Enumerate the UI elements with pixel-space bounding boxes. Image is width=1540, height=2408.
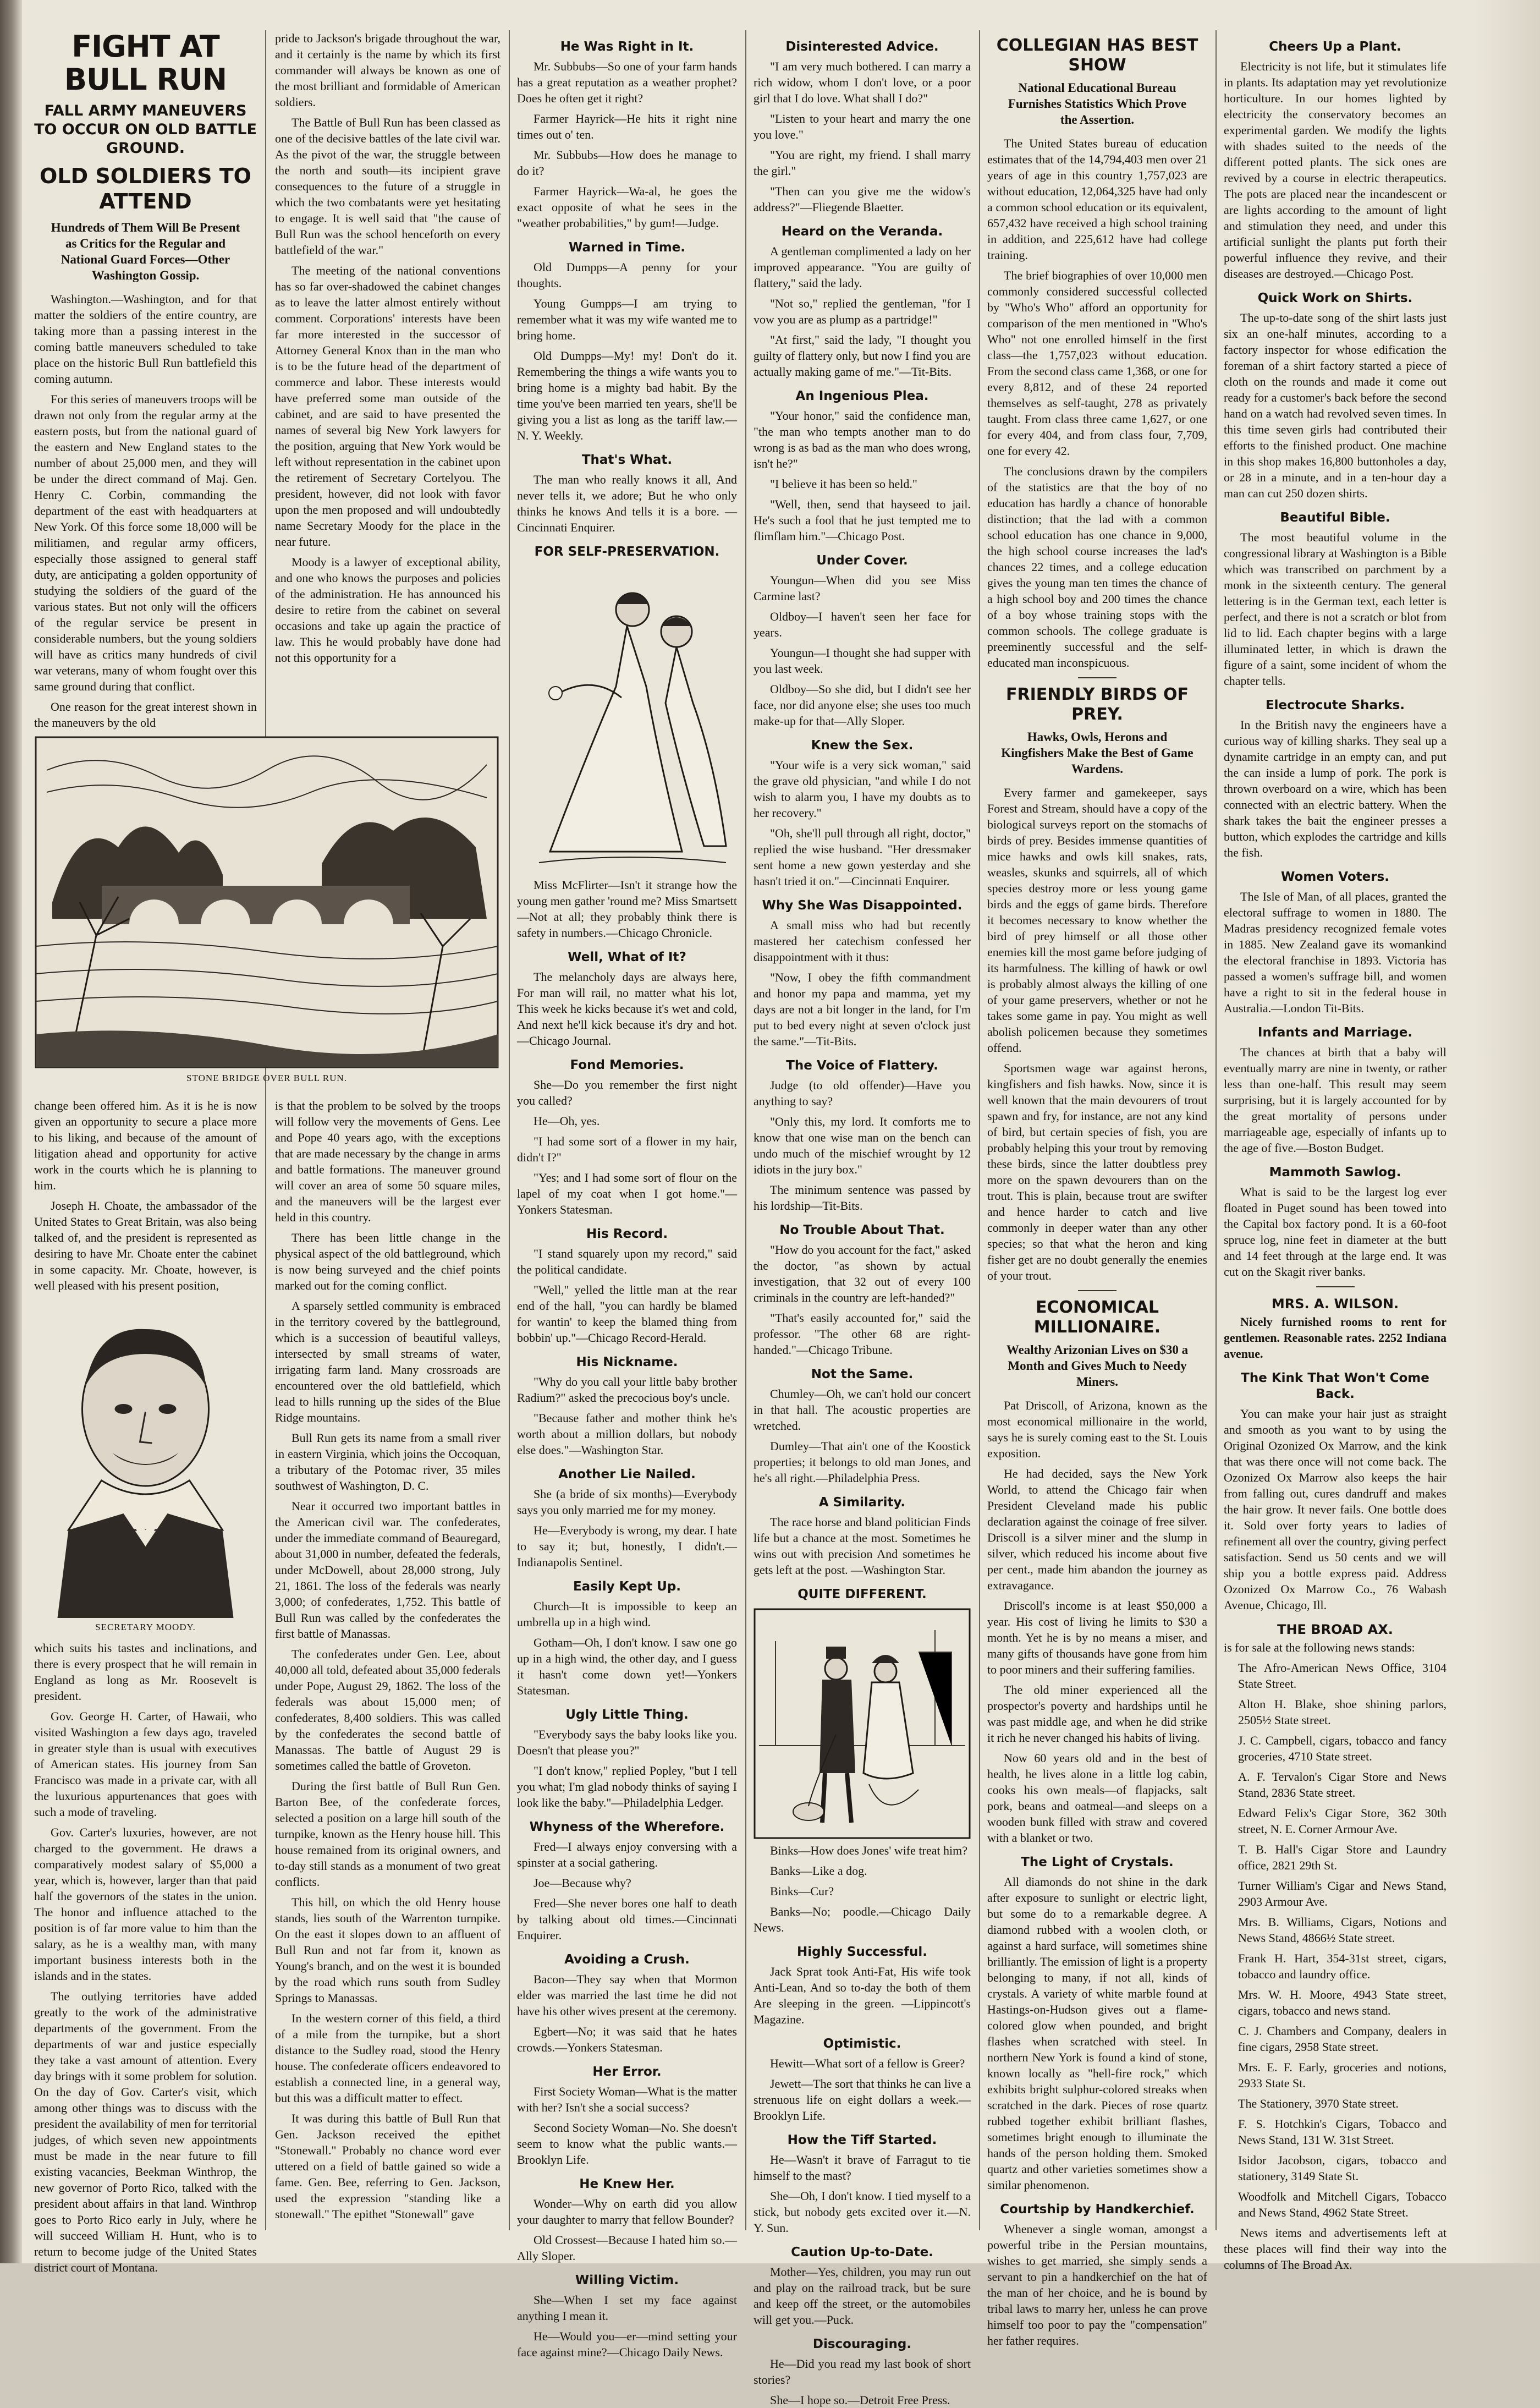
item-text: "How do you account for the fact," asked the doctor, "as shown by actual investigation, that 32 out of every 100 criminals in the country are left-handed?" (754, 1243, 971, 1304)
item-heading: Women Voters. (1280, 870, 1389, 884)
item-text: Church—It is impossible to keep an umbrella up in a high wind. (517, 1599, 737, 1629)
page-edge-shadow (1474, 0, 1540, 2263)
item-heading: That's What. (581, 453, 673, 467)
separator (1078, 1290, 1116, 1291)
item-heading: His Nickname. (576, 1355, 678, 1369)
article-paragraph: pride to Jackson's brigade throughout the war, and it certainly is the name by which its first commander will always be known as one of the most brilliant and formidable of American soldiers. (275, 31, 501, 109)
cartoon-title: FOR SELF-PRESERVATION. (534, 545, 720, 559)
item-heading: He Was Right in It. (560, 40, 694, 54)
article-paragraph: Pat Driscoll, of Arizona, known as the most economical millionaire in the world, says he is surely coming east to the St. Louis exposition. (987, 1398, 1207, 1460)
item-text: She—Do you remember the first night you called? (517, 1078, 737, 1107)
item-text: "Well, then, send that hayseed to jail. He's such a fool that he just tempted me to flimflam him."—Chicago Post. (754, 497, 971, 543)
item-text: "Your honor," said the confidence man, "the man who tempts another man to do wrong is as bad as the man who does wrong, isn't he?" (754, 409, 971, 470)
ad-text: News items and advertisements left at these places will find their way into the columns of The Broad Ax. (1224, 2226, 1447, 2272)
item-text: "At first," said the lady, "I thought you guilty of flattery only, but now I find you are actually making game of me."—Tit-Bits. (754, 333, 971, 379)
article-paragraph: Sportsmen wage war against herons, kingfishers and fish hawks. Now, since it is well known that the main devourers of trout spawn and fry, for instance, are not any kind of bird, but certain species of fish, you are probably helping this your trout by removing these birds, since the latter doubtless prey more on the spawn devourers than on the trout. This is plain, because trout are swifter and hence harder to catch and live commonly in deeper water than any other species; so that what the heron and king fisher get are no doubt generally the enemies of your trout. (987, 1061, 1207, 1282)
item-text: Fred—I always enjoy conversing with a spinster at a social gathering. (517, 1840, 737, 1869)
item-heading: He Knew Her. (579, 2177, 675, 2191)
item-heading: Optimistic. (823, 2037, 901, 2051)
item-text: He—Oh, yes. (534, 1114, 600, 1128)
ad-text: Nicely furnished rooms to rent for gentlemen. Reasonable rates. 2252 Indiana avenue. (1224, 1315, 1447, 1361)
article-paragraph: For this series of maneuvers troops will be drawn not only from the regular army at the eastern posts, but from the national guard of the eastern and New England states to the number of about 25,000 men, and they will be under the direct command of Maj. Gen. Henry C. Corbin, commanding the department of the east with headquarters at New York. Of this force some 18,000 will be militiamen, and regular army officers, especially those assigned to general staff duty, are anticipating a golden opportunity of studying the soldiers of the guard of the various states. But not only will the officers of the regular service be present in considerable numbers, but the young soldiers will have as critics many hundreds of civil war veterans, many of whom fought over this same ground during that conflict. (34, 392, 257, 693)
item-text: Mother—Yes, children, you may run out and play on the railroad track, but be sure and keep off the street, or the automobiles will get you.—Puck. (754, 2265, 971, 2327)
item-text: "Your wife is a very sick woman," said the grave old physician, "and while I do not wish to alarm you, I have my doubts as to her recovery." (754, 758, 971, 820)
item-text: She—When I set my face against anything I mean it. (517, 2293, 737, 2323)
cartoon-figure (517, 566, 737, 874)
item-heading: How the Tiff Started. (787, 2133, 937, 2147)
item-text: "Listen to your heart and marry the one you love." (754, 112, 971, 141)
column-3 (517, 30, 737, 2359)
news-stand-item: Mrs. W. H. Moore, 4943 State street, cigars, tobacco and news stand. (1238, 1988, 1447, 2017)
figure-caption: STONE BRIDGE OVER BULL RUN. (186, 1073, 347, 1083)
cartoon-title: QUITE DIFFERENT. (798, 1587, 927, 1601)
item-heading: Warned in Time. (569, 240, 685, 255)
verse: The race horse and bland politician Finds life but a chance at the most. Sometimes he wins out with precision And sometimes he gets left at the post. —Washington Star. (754, 1515, 971, 1577)
item-text: The minimum sentence was passed by his lordship—Tit-Bits. (754, 1183, 971, 1213)
headline-subdeck: Hundreds of Them Will Be Present as Critics for the Regular and National Guard Forces—Other Washington Gossip. (51, 221, 240, 282)
item-text: Joe—Because why? (534, 1876, 631, 1890)
item-heading: Why She Was Disappointed. (762, 898, 963, 913)
item-heading: Cheers Up a Plant. (1269, 40, 1401, 54)
article-paragraph: There has been little change in the physical aspect of the old battleground, which is now being surveyed and the chief points marked out for the coming conflict. (275, 1231, 501, 1292)
separator (1316, 1286, 1355, 1287)
article-paragraph: Near it occurred two important battles in the American civil war. The confederates, under the immediate command of Beauregard, about 31,000 in number, defeated the federals, under McDowell, about 28,000 strong, July 21, 1861. The loss of the federals was nearly 3,000; of confederates, 1,752. This battle of Bull Run was called by the confederates the first battle of Manassas. (275, 1499, 501, 1641)
article-subdeck: Hawks, Owls, Herons and Kingfishers Make the Best of Game Wardens. (1001, 730, 1194, 776)
news-stand-item: F. S. Hotchkin's Cigars, Tobacco and News Stand, 131 W. 31st Street. (1238, 2117, 1447, 2147)
item-text: Mr. Subbubs—How does he manage to do it? (517, 148, 737, 178)
item-text: Old Dumpps—A penny for your thoughts. (517, 260, 737, 290)
news-stand-item: The Afro-American News Office, 3104 State Street. (1238, 1661, 1447, 1691)
item-text: "Why do you call your little baby brother Radium?" asked the precocious boy's uncle. (517, 1375, 737, 1405)
news-stand-item: C. J. Chambers and Company, dealers in fine cigars, 2958 State street. (1238, 2024, 1447, 2054)
item-text: "I had some sort of a flower in my hair, didn't I?" (517, 1134, 737, 1164)
item-text: She (a bride of six months)—Everybody says you only married me for my money. (517, 1487, 737, 1517)
item-heading: Disinterested Advice. (785, 40, 939, 54)
article-paragraph: All diamonds do not shine in the dark after exposure to sunlight or electric light, but some do to a remarkable degree. A diamond rubbed with a woolen cloth, or against a hard surface, will sometimes shine brilliantly. The emission of light is a property belonging to many, if not all, kinds of crystals. A variety of white marble found at Hastings-on-Hudson gives out a flame-colored glow when pounded, and bright flashes when scratched with steel. In northern New York is found a kind of stone, known locally as "hell-fire rock," which exhibits bright sulphur-colored streaks when scratched in the dark. Pieces of rose quartz rubbed together exhibit brilliant flashes, sometimes bright enough to illuminate the hands of the person holding them. Smoked quartz and other varieties sometimes show a similar phenomenon. (987, 1875, 1207, 2192)
item-text: Fred—She never bores one half to death by talking about old times.—Cincinnati Enquirer. (517, 1896, 737, 1942)
item-text: A small miss who had but recently mastered her catechism confessed her disappointment with it thus: (754, 918, 971, 964)
item-heading: Not the Same. (811, 1367, 914, 1381)
news-stand-item: T. B. Hall's Cigar Store and Laundry office, 2821 29th St. (1238, 1842, 1447, 1872)
item-text: Chumley—Oh, we can't hold our concert in that hall. The acoustic properties are wretched. (754, 1387, 971, 1433)
item-text: "Well," yelled the little man at the rear end of the hall, "you can hardly be blamed for wantin' to keep the blamed thing from bobbin' up."—Chicago Record-Herald. (517, 1283, 737, 1345)
item-text: "Yes; and I had some sort of flour on the lapel of my coat when I got home."—Yonkers Statesman. (517, 1171, 737, 1216)
column-1-lower (34, 1098, 257, 2274)
item-heading: The Voice of Flattery. (786, 1058, 938, 1073)
item-text: She—I hope so.—Detroit Free Press. (770, 2393, 950, 2407)
article-paragraph: which suits his tastes and inclinations, and there is every prospect that he will remain in England as long as Mr. Roosevelt is president. (34, 1641, 257, 1703)
item-text: Dumley—That ain't one of the Koostick properties; it belongs to old man Jones, and he's all right.—Philadelphia Press. (754, 1439, 971, 1485)
stone-bridge-illustration (36, 737, 498, 1067)
item-heading: Heard on the Veranda. (781, 224, 943, 239)
item-text: Electricity is not life, but it stimulates life in plants. Its adaptation may yet revolutionize horticulture. In our homes lighted by electricity the conservatory becomes an experimental garden. We modify the lights with shades suited to the needs of the different potted plants. The sick ones are revived by a course in electric therapeutics. The pots are placed near the incandescent or are lights according to the amount of light and stimulation they need, and under this artificial sunlight the plants put forth their powerful influence they revive, and their diseases are destroyed.—Chicago Post. (1224, 59, 1447, 281)
article-paragraph: The brief biographies of over 10,000 men commonly considered successful collected by "Who's Who" afford an opportunity for comparison of the men mentioned in "Who's Who" not one enrolled himself in the first class—the 1,757,023 without education. From the second class came 1,368, or one for every 8,812, and of these 24 reported themselves as self-taught, 278 as privately taught. From class three came 1,627, or one for every 404, and from class four, 7,709, one for every 42. (987, 268, 1207, 458)
item-text: "Then can you give me the widow's address?"—Fliegende Blaetter. (754, 184, 971, 214)
item-text: "I am very much bothered. I can marry a rich widow, whom I don't love, or a poor girl that I do love. What shall I do?" (754, 59, 971, 105)
item-heading: Fond Memories. (570, 1058, 684, 1072)
item-heading: Another Lie Nailed. (558, 1467, 696, 1482)
article-paragraph: Bull Run gets its name from a small river in eastern Virginia, which joins the Occoquan, a tributary of the Potomac river, 35 miles southwest of Washington, D. C. (275, 1431, 501, 1493)
item-heading: Easily Kept Up. (573, 1579, 681, 1594)
article-paragraph: The outlying territories have added greatly to the work of the administrative departments of the government. From the departments of war and justice especially they take a vast amount of attention. Every day brings with it some problem for solution. On the day of Gov. Carter's visit, which among other things was to discuss with the president the availability of men for territorial judges, of which seven new appointments must be made in the near future to fill existing vacancies, Beekman Winthrop, the new governor of Porto Rico, talked with the president about affairs in that land. Winthrop goes to Porto Rico early in July, where he will succeed William H. Hunt, who is to return to become judge of the United States district court of Montana. (34, 1989, 257, 2274)
item-text: Binks—Cur? (770, 1884, 834, 1898)
item-text: Farmer Hayrick—Wa-al, he goes the exact opposite of what he sees in the "weather probabilities," by gum!—Judge. (517, 184, 737, 230)
news-stand-item: A. F. Tervalon's Cigar Store and News Stand, 2836 State street. (1238, 1770, 1447, 1800)
ad-heading: MRS. A. WILSON. (1271, 1296, 1399, 1312)
ad-text: You can make your hair just as straight and smooth as you want to by using the Original Ozonized Ox Marrow, and the kink that was there once will not come back. The Ozonized Ox Marrow also keeps the hair from falling out, cures dandruff and makes the hair grow. It never fails. One bottle does it. Sold over forty years to ladies of refinement all over the country, giving perfect satisfaction. Send us 50 cents and we will ship you a bottle express paid. Address Ozonized Ox Marrow Co., 76 Wabash Avenue, Chicago, Ill. (1224, 1407, 1447, 1612)
item-text: Hewitt—What sort of a fellow is Greer? (770, 2056, 965, 2070)
item-heading: Under Cover. (816, 553, 908, 568)
item-text: He—Did you read my last book of short stories? (754, 2357, 971, 2387)
item-text: "I don't know," replied Popley, "but I tell you what; I'm glad nobody thinks of saying I look like the baby."—Philadelphia Ledger. (517, 1764, 737, 1809)
item-text: Youngun—I thought she had supper with you last week. (754, 646, 971, 676)
verse: Jack Sprat took Anti-Fat, His wife took Anti-Lean, And so to-day the both of them Are sleeping in the green. —Lippincott's Magazine. (754, 1965, 971, 2026)
news-stand-item: Turner William's Cigar and News Stand, 2903 Armour Ave. (1238, 1879, 1447, 1908)
ad-text: is for sale at the following news stands: (1224, 1641, 1415, 1654)
item-text: He—Everybody is wrong, my dear. I hate to say it; but, honestly, I didn't.—Indianapolis Sentinel. (517, 1523, 737, 1569)
item-text: The chances at birth that a baby will eventually marry are nine in twenty, or rather less than one-half. This result may seem surprising, but it is largely accounted for by the great mortality of persons under marriageable age, especially of infants up to the age of five.—Boston Budget. (1224, 1045, 1447, 1155)
news-stand-item: Mrs. E. F. Early, groceries and notions, 2933 State St. (1238, 2060, 1447, 2090)
item-heading: Discouraging. (812, 2337, 912, 2351)
item-text: Wonder—Why on earth did you allow your daughter to marry that fellow Bounder? (517, 2197, 737, 2226)
item-text: Mr. Subbubs—So one of your farm hands has a great reputation as a weather prophet? Does he often get it right? (517, 59, 737, 105)
item-text: Farmer Hayrick—He hits it right nine times out o' ten. (517, 112, 737, 141)
item-text: Banks—No; poodle.—Chicago Daily News. (754, 1905, 971, 1934)
portrait-figure (34, 1299, 257, 1618)
article-headline: COLLEGIAN HAS BEST SHOW (996, 36, 1198, 75)
item-text: First Society Woman—What is the matter with her? Isn't she a social success? (517, 2085, 737, 2114)
item-text: Oldboy—So she did, but I didn't see her face, nor did anyone else; she uses too much make-up for that—Ally Sloper. (754, 682, 971, 728)
item-heading: A Similarity. (818, 1495, 906, 1510)
item-heading: No Trouble About That. (779, 1223, 945, 1237)
article-paragraph: The old miner experienced all the prospector's poverty and hardships until he was past middle age, and when he did strike it rich he never changed his habits of living. (987, 1683, 1207, 1745)
item-heading: Avoiding a Crush. (564, 1952, 690, 1967)
item-heading: Her Error. (592, 2065, 662, 2079)
article-paragraph: Gov. Carter's luxuries, however, are not charged to the government. He draws a comparatively modest salary of $5,000 a year, which is, however, larger than that paid half the governors of the states in the union. The honor and influence attached to the position is of far more value to him than the salary, as he is a wealthy man, with many important business interests both in the islands and in the states. (34, 1825, 257, 1983)
item-text: "Only this, my lord. It comforts me to know that one wise man on the bench can undo much of the mischief wrought by 12 idiots in the jury box." (754, 1115, 971, 1176)
column-4 (754, 30, 971, 2407)
item-text: Binks—How does Jones' wife treat him? (770, 1844, 967, 1857)
item-text: "You are right, my friend. I shall marry the girl." (754, 148, 971, 178)
cartoon-figure (754, 1608, 971, 1839)
item-text: "I stand squarely upon my record," said the political candidate. (517, 1247, 737, 1276)
item-heading: Mammoth Sawlog. (1269, 1165, 1401, 1180)
item-heading: Willing Victim. (575, 2273, 679, 2288)
news-stand-item: Frank H. Hart, 354-31st street, cigars, tobacco and laundry office. (1238, 1951, 1447, 1981)
column-5 (987, 30, 1207, 2347)
article-paragraph: The United States bureau of education estimates that of the 14,794,403 men over 21 years of age in this country 1,757,023 are without education, 12,064,325 have had only a common school education or its equivalent, 657,432 have received a high school training in addition, and 225,612 have had college training. (987, 136, 1207, 262)
item-text: Jewett—The sort that thinks he can live a strenuous life on eight dollars a week.—Brooklyn Life. (754, 2077, 971, 2122)
dog-walk-cartoon (754, 1608, 971, 1839)
binding-shadow (0, 0, 22, 2263)
item-text: "That's easily accounted for," said the professor. "The other 68 are right-handed."—Chicago Tribune. (754, 1311, 971, 1357)
item-text: She—Oh, I don't know. I tied myself to a stick, but nobody gets excited over it.—N. Y. Sun. (754, 2189, 971, 2235)
article-paragraph: is that the problem to be solved by the troops will follow very the movements of Gens. Lee and Pope 40 years ago, with the exceptions that are made necessary by the change in arms and battle formations. The maneuver ground will cover an area of some 50 square miles, and the maneuvers will be the largest ever held in this country. (275, 1099, 501, 1224)
figure-caption: SECRETARY MOODY. (95, 1622, 196, 1632)
item-heading: An Ingenious Plea. (795, 389, 929, 403)
article-paragraph: Gov. George H. Carter, of Hawaii, who visited Washington a few days ago, traveled in greater style than is usual with executives of American states. His journey from San Francisco was made in a private car, with all the luxurious appurtenances that goes with such a mode of traveling. (34, 1709, 257, 1819)
article-paragraph: Washington.—Washington, and for that matter the soldiers of the entire country, are taking more than a passing interest in the coming battle maneuvers scheduled to take place on the historic Bull Run battlefield this coming autumn. (34, 292, 257, 386)
article-headline: ECONOMICAL MILLIONAIRE. (1033, 1298, 1161, 1337)
column-2-lower (275, 1098, 501, 2241)
item-heading: Ugly Little Thing. (565, 1708, 689, 1722)
item-text: "Not so," replied the gentleman, "for I vow you are as plump as a partridge!" (754, 297, 971, 326)
item-text: In the British navy the engineers have a curious way of killing sharks. They seal up a dynamite cartridge in an empty can, and put the can inside a lump of pork. The pork is thrown overboard on a wire, which has been connected with an electric battery. When the shark takes the bait the engineer presses a button, which explodes the cartridge and kills the fish. (1224, 718, 1447, 859)
column-6 (1224, 30, 1447, 2272)
item-heading: The Kink That Won't Come Back. (1241, 1371, 1429, 1401)
item-text: Miss McFlirter—Isn't it strange how the young men gather 'round me? Miss Smartsett—Not at all; they probably think there is safety in numbers.—Chicago Chronicle. (517, 878, 737, 940)
item-heading: Knew the Sex. (811, 738, 914, 753)
article-paragraph: A sparsely settled community is embraced in the territory covered by the battleground, which is a succession of beautiful valleys, intersected by small streams of water, irrigating farm land. Many crossroads are encountered over the old battlefield, which lead to hills running up the sides of the Blue Ridge mountains. (275, 1299, 501, 1424)
article-paragraph: Every farmer and gamekeeper, says Forest and Stream, should have a copy of the biological surveys report on the stomachs of birds of prey. Besides immense quantities of mice hawks and owls kill snakes, rats, weasles, skunks and squirrels, all of which species destroy more or less young game birds and the eggs of game birds. Therefore it becomes necessary to know whether the bird of prey himself or all those other enemies kill the most game before judging of its harmfulness. The killing of hawk or owl is probably almost always the killing of one of your game preservers, whether or not he takes some game in pay. You might as well abolish policemen because they sometimes offend. (987, 786, 1207, 1055)
article-paragraph: The meeting of the national conventions has so far over-shadowed the cabinet changes as to leave the latter almost entirely without comment. Corporations' interests have been far more interested in the successor of Attorney General Knox than in the man who is to be the future head of the department of commerce and labor. These interests would have preferred some man outside of the cabinet, and are said to have presented the names of several big New York lawyers for the position, arguing that New York would be left without representation in the cabinet upon the retirement of Secretary Cortelyou. The president, however, did not look with favor upon the men proposed and will undoubtedly name Secretary Moody for the place in the near future. (275, 264, 501, 548)
item-text: He—Wasn't it brave of Farragut to tie himself to the mast? (754, 2153, 971, 2182)
ad-heading: THE BROAD AX. (1277, 1622, 1393, 1637)
item-text: Egbert—No; it was said that he hates crowds.—Yonkers Statesman. (517, 2025, 737, 2054)
article-paragraph: change been offered him. As it is he is now given an opportunity to secure a place more to his liking, and because of the amount of litigation ahead and opportunity for active work in the courts which he is planning to him. (34, 1099, 257, 1192)
item-text: Banks—Like a dog. (770, 1864, 867, 1878)
item-text: The up-to-date song of the shirt lasts just six an one-half minutes, according to a factory inspector for whose edification the foreman of a shirt factory started a piece of cloth on the rounds and made it come out ready for a customer's back before the second hand on a watch had revolved seven times. In this time seven girls had contributed their efforts to the finished product. One machine in this shop makes 16,800 buttonholes a day, or 28 in a minute, and in a ten-hour day a man can cut 250 dozen shirts. (1224, 311, 1447, 500)
article-subdeck: National Educational Bureau Furnishes Statistics Which Prove the Assertion. (1008, 81, 1187, 127)
item-text: Young Gumpps—I am trying to remember what it was my wife wanted me to bring home. (517, 297, 737, 342)
item-text: Judge (to old offender)—Have you anything to say? (754, 1078, 971, 1108)
article-paragraph: He had decided, says the New York World, to attend the Chicago fair when President Cleveland made his public declaration against the coinage of free silver. Driscoll is a silver miner and the slump in silver, which reduced his income about five per cent., made him abandon the journey as extravagance. (987, 1467, 1207, 1592)
article-paragraph: Driscoll's income is at least $50,000 a year. His cost of living he limits to $30 a month. Yet he is by no means a miser, and many gifts of thousands have gone from him to poor miners and their suffering families. (987, 1599, 1207, 1676)
article-paragraph: Moody is a lawyer of exceptional ability, and one who knows the purposes and policies of the administration. He has announced his desire to retire from the cabinet on several occasions and take up again the practice of law. This he would probably have done had not this opportunity for a (275, 555, 501, 665)
item-text: The Isle of Man, of all places, granted the electoral suffrage to women in 1880. The Madras presidency recognized female votes in 1885. New Zealand gave its womankind the electoral franchise in 1893. Victoria has passed a women's suffrage bill, and women have a right to sit in the federal house in Australia.—London Tit-Bits. (1224, 890, 1447, 1015)
article-subdeck: Wealthy Arizonian Lives on $30 a Month and Gives Much to Needy Miners. (1006, 1343, 1189, 1389)
item-text: What is said to be the largest log ever floated in Puget sound has been towed into the Capital box factory pond. It is a 60-foot spruce log, nine feet in diameter at the butt and 14 feet through at the large end. It was cut on the Skagit river banks. (1224, 1185, 1447, 1279)
column-2 (275, 30, 501, 729)
verse: The man who really knows it all, And never tells it, we adore; But he who only thinks he knows And tells it is a bore. —Cincinnati Enquirer. (517, 473, 737, 534)
item-text: Gotham—Oh, I don't know. I saw one go up in a high wind, the other day, and I guess it hasn't come down yet!—Yonkers Statesman. (517, 1636, 737, 1697)
item-heading: Beautiful Bible. (1280, 511, 1390, 525)
item-text: The most beautiful volume in the congressional library at Washington is a Bible which was transcribed on parchment by a monk in the sixteenth century. The general lettering is in the German text, each letter is perfect, and there is not a scratch or blot from lid to lid. Each chapter begins with a large illuminated letter, in which is drawn the figure of a saint, some incident of whom the chapter tells. (1224, 530, 1447, 688)
item-text: "Everybody says the baby looks like you. Doesn't that please you?" (517, 1727, 737, 1757)
article-paragraph: Joseph H. Choate, the ambassador of the United States to Great Britain, was also being talked of, and the president is represented as desiring to have Mr. Choate enter the cabinet in some capacity. Mr. Choate, however, is well pleased with his present position, (34, 1199, 257, 1292)
article-paragraph: Now 60 years old and in the best of health, he lives alone in a little log cabin, cooks his own meals—of flapjacks, salt pork, beans and oatmeal—and sleeps on a wooden bunk filled with straw and covered with a blanket or two. (987, 1751, 1207, 1845)
item-text: He—Would you—er—mind setting your face against mine?—Chicago Daily News. (517, 2329, 737, 2359)
article-paragraph: One reason for the great interest shown in the maneuvers by the old (34, 700, 257, 729)
item-heading: Well, What of It? (568, 950, 686, 964)
article-paragraph: In the western corner of this field, a third of a mile from the turnpike, but a short distance to the Sudley road, stood the Henry house. The confederate officers endeavored to establish a connected line, in a general way, but this was a difficult matter to effect. (275, 2011, 501, 2105)
news-stand-item: Woodfolk and Mitchell Cigars, Tobacco and News Stand, 4962 State Street. (1238, 2190, 1447, 2219)
item-text: Youngun—When did you see Miss Carmine last? (754, 573, 971, 603)
item-text: Oldboy—I haven't seen her face for years. (754, 610, 971, 639)
item-text: "Because father and mother think he's worth about a million dollars, but nobody else does."—Washington Star. (517, 1411, 737, 1457)
article-paragraph: The conclusions drawn by the compilers of the statistics are that the boy of no education has hardly a chance of honorable distinction; that the lad with a common school education has one chance in 9,000, the high school course increases the lad's chances 22 times, and a college education gives the young man ten times the chance of a high school boy and 200 times the chance of a boy whose training stops with the common schools. The college graduate is preeminently successful and the self-educated man inconspicuous. (987, 464, 1207, 670)
news-stand-item: The Stationery, 3970 State street. (1238, 2097, 1399, 2110)
article-paragraph: It was during this battle of Bull Run that Gen. Jackson received the epithet "Stonewall." Probably no chance word ever uttered on a field of battle gained so wide a fame. Gen. Bee, referring to Gen. Jackson, used the expression "standing like a stonewall." The epithet "Stonewall" gave (275, 2111, 501, 2221)
article-paragraph: The confederates under Gen. Lee, about 40,000 all told, defeated about 35,000 federals under Pope, August 29, 1862. The loss of the federals was about 15,000 men; of confederates, 8,400 soldiers. This was called by the confederates the second battle of Manassas. The battle of August 29 is sometimes called the battle of Groveton. (275, 1647, 501, 1773)
news-stand-item: Isidor Jacobson, cigars, tobacco and stationery, 3149 State St. (1238, 2153, 1447, 2183)
item-heading: The Light of Crystals. (1021, 1855, 1174, 1869)
item-heading: Courtship by Handkerchief. (1000, 2202, 1195, 2217)
verse: The melancholy days are always here, For man will rail, no matter what his lot, This week he kicks because it's wet and cold, And next he'll kick because it's dry and hot. —Chicago Journal. (517, 970, 737, 1047)
news-stand-item: J. C. Campbell, cigars, tobacco and fancy groceries, 4710 State street. (1238, 1734, 1447, 1763)
headline-deck-2: OLD SOLDIERS TO ATTEND (40, 164, 251, 213)
item-heading: Infants and Marriage. (1257, 1025, 1413, 1040)
article-paragraph: Whenever a single woman, amongst a powerful tribe in the Persian mountains, wishes to get married, she simply sends a servant to pin a handkerchief on the hat of the man of her choice, and he is bound by tribal laws to marry her, unless he can prove himself too poor to pay the "compensation" her father requires. (987, 2222, 1207, 2347)
article-headline: FRIENDLY BIRDS OF PREY. (1006, 685, 1189, 724)
item-heading: His Record. (586, 1227, 668, 1241)
separator (1078, 677, 1116, 678)
item-text: "Now, I obey the fifth commandment and honor my papa and mamma, yet my days are not a bit longer in the land, for I'm put to bed every night at seven o'clock just the same."—Tit-Bits. (754, 970, 971, 1048)
item-heading: Whyness of the Wherefore. (529, 1820, 725, 1834)
news-stand-item: Mrs. B. Williams, Cigars, Notions and News Stand, 4866½ State street. (1238, 1915, 1447, 1945)
article-paragraph: This hill, on which the old Henry house stands, lies south of the Warrenton turnpike. On the east it slopes down to an affluent of Bull Run and not far from it, known as Young's branch, and on the west it is bounded by the road which runs south from Sudley Springs to Manassas. (275, 1895, 501, 2005)
news-stand-item: Alton H. Blake, shoe shining parlors, 2505½ State street. (1238, 1697, 1447, 1727)
item-heading: Quick Work on Shirts. (1257, 291, 1413, 305)
item-text: "I believe it has been so held." (770, 477, 917, 491)
bridge-figure (36, 737, 498, 1091)
item-text: A gentleman complimented a lady on her improved appearance. "You are guilty of flattery," said the lady. (754, 244, 971, 290)
main-headline: FIGHT AT BULL RUN (64, 29, 227, 97)
column-rule (979, 30, 980, 2230)
secretary-moody-portrait (34, 1299, 257, 1618)
column-rule (1216, 30, 1217, 2230)
item-text: Old Dumpps—My! my! Don't do it. Remembering the things a wife wants you to bring home is a mighty bad habit. By the time you've been married ten years, she'll be giving you a list as long as the tariff law.—N. Y. Weekly. (517, 349, 737, 442)
item-heading: Electrocute Sharks. (1265, 698, 1405, 712)
item-text: Bacon—They say when that Mormon elder was married the last time he did not have his other wives present at the ceremony. (517, 1972, 737, 2018)
column-rule (265, 30, 266, 2230)
item-text: Second Society Woman—No. She doesn't seem to know what the public wants.—Brooklyn Life. (517, 2121, 737, 2166)
article-paragraph: During the first battle of Bull Run Gen. Barton Bee, of the confederate forces, selected a position on a large hill south of the turnpike, known as the Henry house hill. This house remained from its original owners, and to-day still stands as a monument of two great conflicts. (275, 1779, 501, 1889)
item-text: "Oh, she'll pull through all right, doctor," replied the wise husband. "Her dressmaker sent home a new gown yesterday and she hasn't tried it on."—Cincinnati Enquirer. (754, 826, 971, 888)
news-stand-item: Edward Felix's Cigar Store, 362 30th street, N. E. Corner Armour Ave. (1238, 1806, 1447, 1836)
item-heading: Highly Successful. (796, 1945, 928, 1959)
column-rule (509, 30, 510, 2230)
ladies-cartoon (517, 566, 737, 874)
article-paragraph: The Battle of Bull Run has been classed as one of the decisive battles of the late civil war. As the pivot of the war, the struggle between the north and south—its incipient grave consequences to the future of a struggle in which the two combatants were yet hesitating to engage. It is well said that "the cause of Bull Run was the school henceforth on every battlefield of the war." (275, 116, 501, 257)
item-text: Old Crossest—Because I hated him so.—Ally Sloper. (517, 2233, 737, 2263)
headline-deck: FALL ARMY MANEUVERS TO OCCUR ON OLD BATTLE GROUND. (34, 102, 257, 157)
item-heading: Caution Up-to-Date. (791, 2245, 933, 2259)
column-rule (745, 30, 746, 2230)
